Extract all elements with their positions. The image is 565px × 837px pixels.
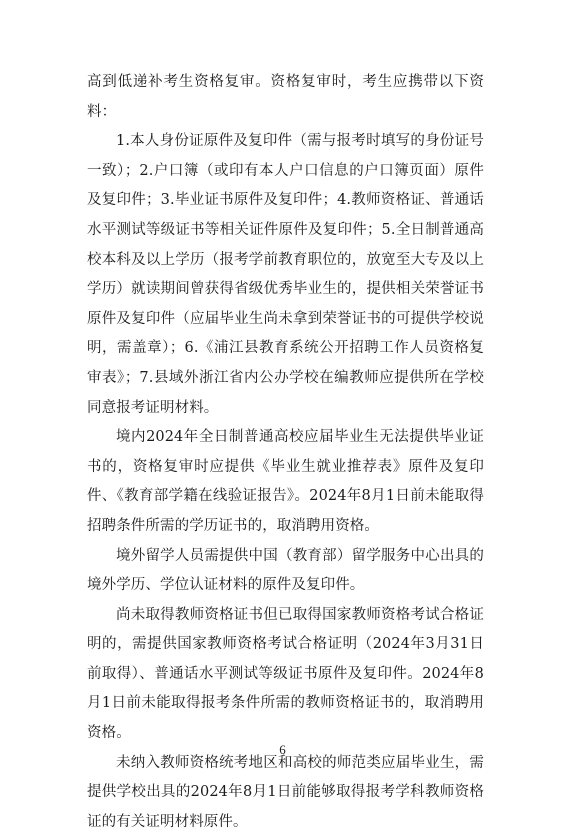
document-body: [87, 68, 484, 837]
paragraph-normal-graduates: 未纳入教师资格统考地区和高校的师范类应届毕业生，需提供学校出具的2024年8月1日前能够取得报考学科教师资格证的有关证明材料原件。: [87, 754, 484, 830]
page-number: 6: [279, 742, 286, 757]
paragraph-overseas-students: 境外留学人员需提供中国（教育部）留学服务中心出具的境外学历、学位认证材料的原件及复印件。: [87, 547, 484, 594]
paragraph-continuation: 高到低递补考生资格复审。资格复审时，考生应携带以下资料：: [87, 74, 484, 120]
paragraph-domestic-graduates: 境内2024年全日制普通高校应届毕业生无法提供毕业证书的，资格复审时应提供《毕业生就业推荐表》原件及复印件、《教育部学籍在线验证报告》。2024年8月1日前未能取得招聘条件所需的学历证书的，取消聘用资格。: [87, 429, 484, 534]
paragraph-teacher-qualification: 尚未取得教师资格证书但已取得国家教师资格考试合格证明的，需提供国家教师资格考试合格证明（2024年3月31日前取得）、普通话水平测试等级证书原件及复印件。2024年8月1日前未能取得报考条件所需的教师资格证书的，取消聘用资格。: [87, 606, 484, 742]
paragraph-required-materials: 1.本人身份证原件及复印件（需与报考时填写的身份证号一致）；2.户口簿（或印有本人户口信息的户口簿页面）原件及复印件；3.毕业证书原件及复印件；4.教师资格证、普通话水平测试等级证书等相关证件原件及复印件；5.全日制普通高校本科及以上学历（报考学前教育职位的，放宽至大专及以上学历）就读期间曾获得省级优秀毕业生的，提供相关荣誉证书原件及复印件（应届毕业生尚未拿到荣誉证书的可提供学校说明，需盖章）；6.《浦江县教育系统公开招聘工作人员资格复审表》；7.县域外浙江省内公办学校在编教师应提供所在学校同意报考证明材料。: [87, 133, 484, 416]
